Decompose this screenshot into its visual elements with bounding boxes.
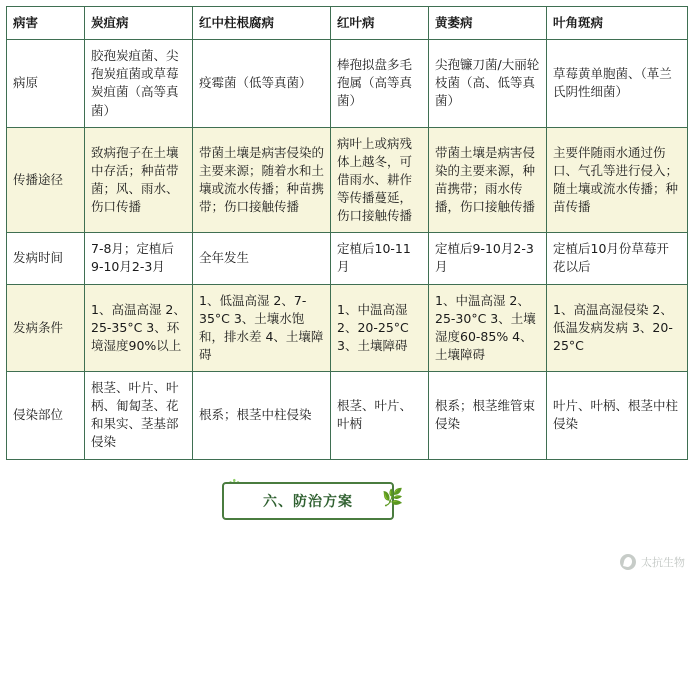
cell-infection-site-angular-leaf-spot: 叶片、叶柄、根茎中柱侵染 [547, 372, 688, 460]
cell-infection-site-red-leaf-disease: 根茎、叶片、叶柄 [331, 372, 429, 460]
cell-onset-time-red-leaf-disease: 定植后10-11月 [331, 233, 429, 284]
column-header-anthracnose: 炭疽病 [85, 7, 193, 40]
section-banner [222, 482, 394, 520]
table-row [7, 372, 688, 460]
row-label-conditions: 发病条件 [7, 284, 85, 372]
row-label-infection-site: 侵染部位 [7, 372, 85, 460]
cell-infection-site-red-stele-root-rot: 根系；根茎中柱侵染 [193, 372, 331, 460]
cell-pathogen-angular-leaf-spot: 草莓黄单胞菌、（革兰氏阴性细菌） [547, 40, 688, 128]
table-body [7, 40, 688, 459]
cell-transmission-anthracnose: 致病孢子在土壤中存活；种苗带菌；风、雨水、伤口传播 [85, 127, 193, 233]
document-sheet [0, 6, 693, 569]
watermark-label: 太抗生物 [641, 556, 685, 569]
table-row [7, 284, 688, 372]
row-label-onset-time: 发病时间 [7, 233, 85, 284]
column-header-red-stele-root-rot: 红中柱根腐病 [193, 7, 331, 40]
cell-conditions-verticillium-wilt: 1、中温高湿 2、25-30°C 3、土壤湿度60-85% 4、土壤障碍 [429, 284, 547, 372]
footer [0, 460, 693, 538]
cell-conditions-anthracnose: 1、高温高湿 2、25-35°C 3、环境湿度90%以上 [85, 284, 193, 372]
cell-pathogen-verticillium-wilt: 尖孢镰刀菌/大丽轮枝菌（高、低等真菌） [429, 40, 547, 128]
leaf-icon: 🌿 [382, 487, 404, 508]
column-header-disease: 病害 [7, 7, 85, 40]
cell-pathogen-anthracnose: 胶孢炭疽菌、尖孢炭疽菌或草莓炭疽菌（高等真菌） [85, 40, 193, 128]
cell-conditions-angular-leaf-spot: 1、高温高湿侵染 2、低温发病发病 3、20-25°C [547, 284, 688, 372]
cell-pathogen-red-stele-root-rot: 疫霉菌（低等真菌） [193, 40, 331, 128]
column-header-verticillium-wilt: 黄萎病 [429, 7, 547, 40]
cell-infection-site-verticillium-wilt: 根系；根茎维管束侵染 [429, 372, 547, 460]
column-header-angular-leaf-spot: 叶角斑病 [547, 7, 688, 40]
row-label-pathogen: 病原 [7, 40, 85, 128]
cell-transmission-angular-leaf-spot: 主要伴随雨水通过伤口、气孔等进行侵入；随土壤或流水传播；种苗传播 [547, 127, 688, 233]
cell-onset-time-angular-leaf-spot: 定植后10月份草莓开花以后 [547, 233, 688, 284]
column-header-red-leaf-disease: 红叶病 [331, 7, 429, 40]
section-title: 六、防治方案 [263, 493, 353, 510]
cell-onset-time-anthracnose: 7-8月；定植后9-10月2-3月 [85, 233, 193, 284]
cell-pathogen-red-leaf-disease: 棒孢拟盘多毛孢属（高等真菌） [331, 40, 429, 128]
table-row [7, 233, 688, 284]
table-header [7, 7, 688, 40]
table-row [7, 40, 688, 128]
cell-onset-time-red-stele-root-rot: 全年发生 [193, 233, 331, 284]
table-row [7, 127, 688, 233]
cell-onset-time-verticillium-wilt: 定植后9-10月2-3月 [429, 233, 547, 284]
row-label-transmission: 传播途径 [7, 127, 85, 233]
table-header-row [7, 7, 688, 40]
leaf-logo-icon [620, 554, 636, 570]
cell-transmission-red-leaf-disease: 病叶上或病残体上越冬，可借雨水、耕作等传播蔓延，伤口接触传播 [331, 127, 429, 233]
cell-infection-site-anthracnose: 根茎、叶片、叶柄、匍匐茎、花和果实、茎基部侵染 [85, 372, 193, 460]
cell-transmission-verticillium-wilt: 带菌土壤是病害侵染的主要来源，种苗携带；雨水传播，伤口接触传播 [429, 127, 547, 233]
cell-conditions-red-stele-root-rot: 1、低温高湿 2、7-35°C 3、土壤水饱和，排水差 4、土壤障碍 [193, 284, 331, 372]
cell-transmission-red-stele-root-rot: 带菌土壤是病害侵染的主要来源；随着水和土壤或流水传播；种苗携带；伤口接触传播 [193, 127, 331, 233]
disease-comparison-table [6, 6, 688, 460]
watermark [620, 554, 685, 570]
cell-conditions-red-leaf-disease: 1、中温高湿 2、20-25°C 3、土壤障碍 [331, 284, 429, 372]
